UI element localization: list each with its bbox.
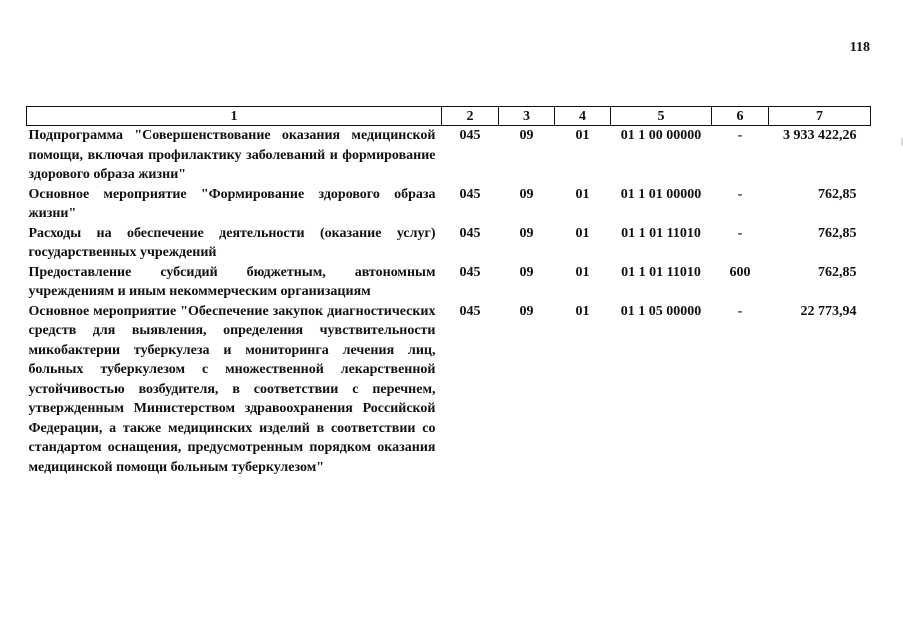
column-header-2: 2 — [442, 107, 499, 126]
row-section-code: 09 — [519, 303, 534, 319]
row-target-article: 01 1 01 00000 — [620, 186, 702, 202]
row-subsection-code: 01 — [575, 225, 590, 241]
row-amount: 762,85 — [818, 264, 857, 280]
row-section-code: 09 — [519, 264, 534, 280]
table-row — [27, 126, 871, 185]
table-row — [27, 263, 871, 302]
row-target-article: 01 1 01 11010 — [621, 264, 701, 280]
row-subsection-code: 01 — [575, 186, 590, 202]
row-expense-type: - — [737, 128, 743, 143]
row-amount: 3 933 422,26 — [783, 128, 857, 143]
row-name: Основное мероприятие "Формирование здорового образа жизни" — [28, 186, 436, 221]
column-header-5: 5 — [611, 107, 712, 126]
row-ministry-code: 045 — [459, 128, 481, 143]
row-expense-type: 600 — [729, 264, 751, 280]
row-name: Подпрограмма "Совершенствование оказания медицинской помощи, включая профилактику заболеваний и формирование здорового образа жизни" — [28, 128, 436, 182]
row-ministry-code: 045 — [459, 264, 481, 280]
row-subsection-code: 01 — [575, 128, 590, 143]
row-name: Расходы на обеспечение деятельности (оказание услуг) государственных учреждений — [28, 225, 436, 260]
row-expense-type: - — [737, 225, 743, 241]
row-name: Предоставление субсидий бюджетным, автономным учреждениям и иным некоммерческим организациям — [28, 264, 436, 299]
table-row — [27, 302, 871, 478]
column-header-7: 7 — [769, 107, 871, 126]
budget-table — [26, 106, 871, 477]
row-ministry-code: 045 — [459, 225, 481, 241]
row-amount: 22 773,94 — [800, 303, 857, 319]
row-subsection-code: 01 — [575, 264, 590, 280]
column-header-3: 3 — [499, 107, 555, 126]
row-subsection-code: 01 — [575, 303, 590, 319]
column-header-4: 4 — [555, 107, 611, 126]
column-header-1: 1 — [27, 107, 442, 126]
row-target-article: 01 1 01 11010 — [621, 225, 701, 241]
row-target-article: 01 1 05 00000 — [620, 303, 702, 319]
row-ministry-code: 045 — [459, 186, 481, 202]
column-header-6: 6 — [712, 107, 769, 126]
row-name: Основное мероприятие "Обеспечение закупок диагностических средств для выявления, определения чувствительности микобактерии туберкулеза и мониторинга лечения лиц, больных туберкулезом с множественной лекарственной устойчивостью возбудителя, в соответствии с перечнем, утвержденным Министерством здравоохранения Российской Федерации, а также медицинских изделий в соответствии со стандартом оснащения, предусмотренным порядком оказания медицинской помощи больным туберкулезом" — [28, 303, 436, 475]
row-section-code: 09 — [519, 128, 534, 143]
row-section-code: 09 — [519, 186, 534, 202]
row-expense-type: - — [737, 186, 743, 202]
row-target-article: 01 1 00 00000 — [620, 128, 702, 143]
table-row — [27, 185, 871, 224]
page-number: 118 — [849, 40, 870, 55]
table-header-row — [27, 107, 871, 126]
row-expense-type: - — [737, 303, 743, 319]
table-row — [27, 224, 871, 263]
row-section-code: 09 — [519, 225, 534, 241]
row-ministry-code: 045 — [459, 303, 481, 319]
row-amount: 762,85 — [818, 225, 857, 241]
row-amount: 762,85 — [818, 186, 857, 202]
